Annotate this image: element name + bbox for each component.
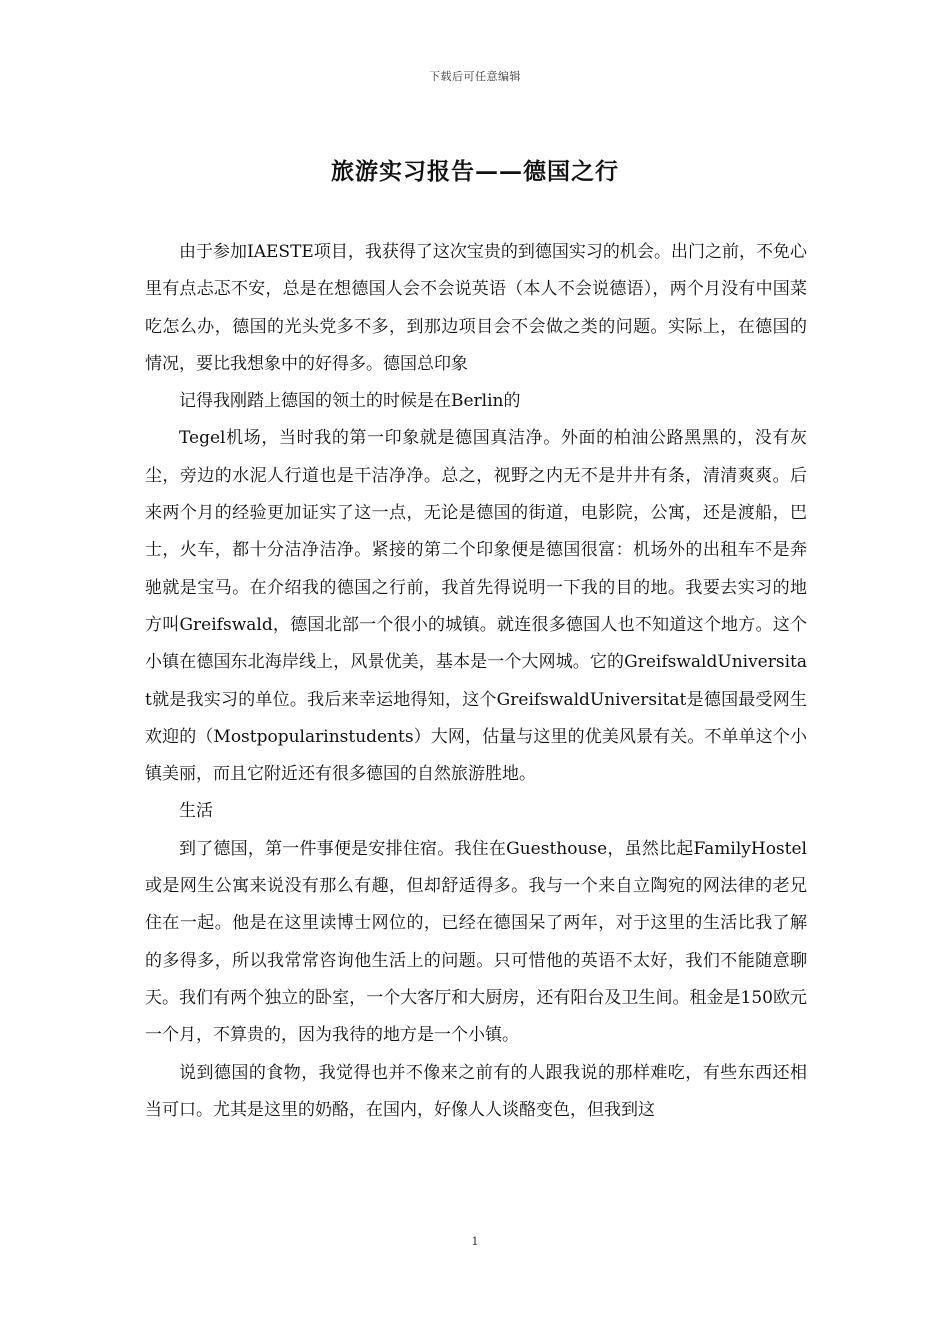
page-number: 1 — [471, 1235, 479, 1248]
section-heading: 生活 — [179, 801, 213, 822]
page-header: 下载后可任意编辑 — [429, 70, 521, 83]
document-body — [145, 234, 807, 1129]
paragraph: 记得我刚踏上德国的领土的时候是在Berlin的 — [179, 391, 521, 412]
paragraph: Tegel机场，当时我的第一印象就是德国真洁净。外面的柏油公路黑黑的，没有灰尘，旁边的水泥人行道也是干洁净净。总之，视野之内无不是井井有条，清清爽爽。后来两个月的经验更加证实了这一点，无论是德国的街道，电影院，公寓，还是渡船，巴士，火车，都十分洁净洁净。紧接的第二个印象便是德国很富：机场外的出租车不是奔驰就是宝马。在介绍我的德国之行前，我首先得说明一下我的目的地。我要去实习的地方叫Greifswald，德国北部一个很小的城镇。就连很多德国人也不知道这个地方。这个小镇在德国东北海岸线上，风景优美，基本是一个大网城。它的GreifswaldUniversitat就是我实习的单位。我后来幸运地得知，这个GreifswaldUniversitat是德国最受网生欢迎的（Mostpopularinstudents）大网，估量与这里的优美风景有关。不单单这个小镇美丽，而且它附近还有很多德国的自然旅游胜地。 — [145, 428, 807, 785]
paragraph: 说到德国的食物，我觉得也并不像来之前有的人跟我说的那样难吃，有些东西还相当可口。尤其是这里的奶酪，在国内，好像人人谈酪变色，但我到这 — [145, 1062, 807, 1120]
paragraph: 到了德国，第一件事便是安排住宿。我住在Guesthouse，虽然比起FamilyHostel或是网生公寓来说没有那么有趣，但却舒适得多。我与一个来自立陶宛的网法律的老兄住在一起。他是在这里读博士网位的，已经在德国呆了两年，对于这里的生活比我了解的多得多，所以我常常咨询他生活上的问题。只可惜他的英语不太好，我们不能随意聊天。我们有两个独立的卧室，一个大客厅和大厨房，还有阳台及卫生间。租金是150欧元一个月，不算贵的，因为我待的地方是一个小镇。 — [145, 838, 807, 1046]
paragraph: 由于参加IAESTE项目，我获得了这次宝贵的到德国实习的机会。出门之前，不免心里有点忐忑不安，总是在想德国人会不会说英语（本人不会说德语），两个月没有中国菜吃怎么办，德国的光头党多不多，到那边项目会不会做之类的问题。实际上，在德国的情况，要比我想象中的好得多。德国总印象 — [145, 242, 807, 374]
document-title: 旅游实习报告——德国之行 — [331, 158, 619, 185]
